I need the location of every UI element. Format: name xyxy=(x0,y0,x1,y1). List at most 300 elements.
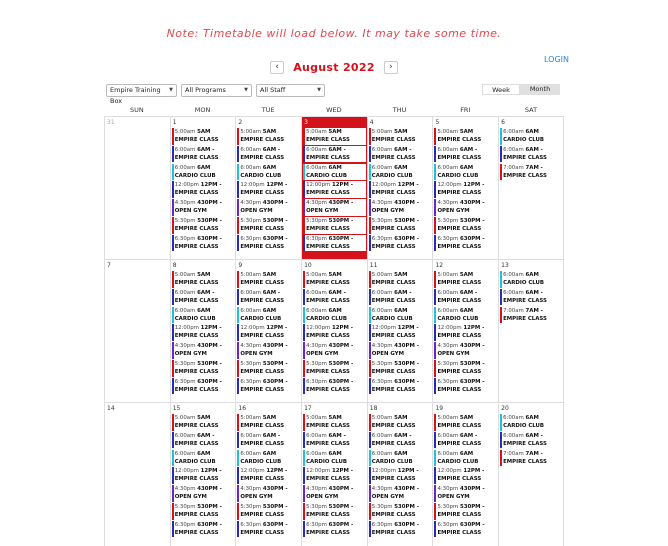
class-event[interactable] xyxy=(172,503,235,520)
event-title: 530PM - EMPIRE CLASS xyxy=(306,503,354,518)
class-event[interactable] xyxy=(500,271,562,288)
class-event[interactable] xyxy=(434,307,497,324)
calendar-day-cell[interactable] xyxy=(498,117,564,260)
class-event[interactable] xyxy=(237,146,300,163)
event-title: 5AM EMPIRE CLASS xyxy=(174,129,219,143)
class-event[interactable] xyxy=(303,146,366,163)
event-time: 6:00am xyxy=(503,146,524,153)
class-event[interactable] xyxy=(172,289,235,306)
class-event[interactable] xyxy=(500,414,562,431)
month-title: August 2022 xyxy=(293,61,375,74)
class-event[interactable] xyxy=(172,485,235,502)
class-event[interactable] xyxy=(172,324,235,341)
event-title: 12PM - EMPIRE CLASS xyxy=(174,325,222,340)
event-time: 5:00am xyxy=(240,272,262,278)
calendar-day-cell[interactable] xyxy=(235,260,301,403)
class-event[interactable] xyxy=(434,217,497,234)
class-event[interactable] xyxy=(434,360,497,377)
day-number: 1 xyxy=(172,119,177,126)
class-event[interactable] xyxy=(237,360,300,377)
event-title: 12PM - EMPIRE CLASS xyxy=(437,325,485,340)
event-title: 530PM - EMPIRE CLASS xyxy=(174,217,222,232)
event-title: 6AM - EMPIRE CLASS xyxy=(306,432,350,447)
class-event[interactable] xyxy=(369,271,432,288)
class-event[interactable] xyxy=(172,432,235,449)
filter-bar xyxy=(106,84,329,105)
day-number: 15 xyxy=(172,405,181,412)
programs-select[interactable] xyxy=(181,84,252,97)
class-event[interactable] xyxy=(369,199,432,216)
class-event[interactable] xyxy=(369,485,432,502)
event-title: 6AM CARDIO CLUB xyxy=(174,307,216,322)
class-event[interactable] xyxy=(237,271,300,288)
class-event[interactable] xyxy=(369,164,432,181)
class-event[interactable] xyxy=(303,324,366,341)
event-time: 6:30pm xyxy=(174,235,196,242)
event-title: 430PM - OPEN GYM xyxy=(306,343,354,358)
class-event[interactable] xyxy=(303,271,366,288)
event-time: 4:30pm xyxy=(174,200,196,207)
event-title: 430PM - OPEN GYM xyxy=(174,343,222,358)
class-event[interactable] xyxy=(369,432,432,449)
event-title: 5AM EMPIRE CLASS xyxy=(371,272,416,286)
class-event[interactable] xyxy=(303,450,366,467)
event-time: 12:00pm xyxy=(306,468,331,475)
class-event[interactable] xyxy=(237,521,300,538)
staff-select[interactable] xyxy=(256,84,325,97)
class-event[interactable] xyxy=(434,450,497,467)
calendar-day-cell[interactable] xyxy=(432,403,498,546)
class-event[interactable] xyxy=(434,128,497,145)
calendar-day-cell[interactable] xyxy=(170,117,236,260)
event-time: 5:00am xyxy=(437,129,459,135)
event-title: 12PM - EMPIRE CLASS xyxy=(240,325,288,340)
event-title: 530PM - EMPIRE CLASS xyxy=(306,360,354,375)
event-title: 530PM - EMPIRE CLASS xyxy=(174,360,222,375)
next-month-button[interactable]: › xyxy=(384,61,398,74)
class-event[interactable] xyxy=(303,521,366,538)
event-title: 5AM EMPIRE CLASS xyxy=(306,415,350,429)
event-title: 6AM CARDIO CLUB xyxy=(503,415,545,429)
class-event[interactable] xyxy=(237,217,300,234)
calendar-day-cell[interactable] xyxy=(367,117,433,260)
class-event[interactable] xyxy=(369,450,432,467)
event-time: 6:30pm xyxy=(437,521,459,528)
calendar-day-cell[interactable] xyxy=(301,260,367,403)
day-number: 9 xyxy=(238,262,243,269)
class-event[interactable] xyxy=(172,128,235,145)
class-event[interactable] xyxy=(434,467,497,484)
class-event[interactable] xyxy=(500,164,562,181)
event-title: 6AM - EMPIRE CLASS xyxy=(437,289,482,304)
class-event[interactable] xyxy=(369,235,432,252)
event-title: 530PM - EMPIRE CLASS xyxy=(371,360,419,375)
day-number: 8 xyxy=(172,262,177,269)
event-title: 6AM CARDIO CLUB xyxy=(437,307,479,322)
event-time: 6:00am xyxy=(174,289,196,296)
class-event[interactable] xyxy=(172,217,235,234)
class-event[interactable] xyxy=(434,324,497,341)
day-number: 20 xyxy=(501,405,509,412)
class-event[interactable] xyxy=(172,199,235,216)
event-title: 6AM CARDIO CLUB xyxy=(306,307,347,322)
class-event[interactable] xyxy=(172,467,235,484)
staff-select-value: All Staff xyxy=(260,86,286,94)
event-time: 12:00pm xyxy=(371,468,396,475)
class-event[interactable] xyxy=(237,378,300,395)
event-title: 12PM - EMPIRE CLASS xyxy=(437,182,485,197)
class-event[interactable] xyxy=(434,503,497,520)
class-event[interactable] xyxy=(303,307,366,324)
event-time: 7:00am xyxy=(503,164,524,171)
class-event[interactable] xyxy=(172,307,235,324)
class-event[interactable] xyxy=(237,450,300,467)
event-time: 5:30pm xyxy=(437,360,459,367)
event-time: 6:00am xyxy=(437,432,459,439)
event-time: 6:00am xyxy=(306,146,327,153)
class-event[interactable] xyxy=(237,199,300,216)
event-time: 6:00am xyxy=(240,307,262,314)
class-event[interactable] xyxy=(369,360,432,377)
class-event[interactable] xyxy=(303,485,366,502)
calendar-day-cell[interactable] xyxy=(104,117,170,260)
event-time: 5:30pm xyxy=(371,360,393,367)
class-event[interactable] xyxy=(303,217,366,234)
event-time: 5:30pm xyxy=(240,360,262,367)
class-event[interactable] xyxy=(237,235,300,252)
event-time: 5:30pm xyxy=(306,217,327,224)
event-title: 12PM - EMPIRE CLASS xyxy=(174,468,222,483)
event-title: 5AM EMPIRE CLASS xyxy=(437,129,482,143)
calendar-day-cell[interactable] xyxy=(104,403,170,546)
calendar-day-cell-today[interactable] xyxy=(301,117,367,260)
class-event[interactable] xyxy=(369,307,432,324)
class-event[interactable] xyxy=(172,146,235,163)
calendar-day-cell[interactable] xyxy=(498,260,564,403)
timetable-note: Note: Timetable will load below. It may take some time. xyxy=(166,27,502,40)
event-time: 6:00am xyxy=(503,129,524,135)
class-event[interactable] xyxy=(434,342,497,359)
event-time: 12:00pm xyxy=(437,182,462,189)
event-title: 7AM - EMPIRE CLASS xyxy=(503,450,547,465)
calendar-day-cell[interactable] xyxy=(170,403,236,546)
class-event[interactable] xyxy=(172,414,235,431)
event-time: 6:00am xyxy=(503,272,524,278)
event-title: 5AM EMPIRE CLASS xyxy=(437,415,482,429)
event-title: 630PM - EMPIRE CLASS xyxy=(371,521,419,536)
calendar-day-cell[interactable] xyxy=(432,260,498,403)
class-event[interactable] xyxy=(172,235,235,252)
week-view-button[interactable]: Week xyxy=(482,84,520,95)
event-time: 5:30pm xyxy=(437,217,459,224)
class-event[interactable] xyxy=(369,467,432,484)
weekday-label: FRI xyxy=(460,106,471,114)
event-time: 6:00am xyxy=(306,289,327,296)
event-time: 5:00am xyxy=(240,415,262,421)
class-event[interactable] xyxy=(369,289,432,306)
event-title: 430PM - OPEN GYM xyxy=(371,343,419,358)
event-title: 630PM - EMPIRE CLASS xyxy=(240,235,288,250)
class-event[interactable] xyxy=(434,485,497,502)
day-number: 4 xyxy=(369,119,374,126)
class-event[interactable] xyxy=(172,450,235,467)
event-title: 430PM - OPEN GYM xyxy=(240,486,288,501)
event-time: 4:30pm xyxy=(371,343,393,350)
class-event[interactable] xyxy=(369,217,432,234)
class-event[interactable] xyxy=(172,181,235,198)
class-event[interactable] xyxy=(303,164,366,181)
class-event[interactable] xyxy=(172,342,235,359)
event-title: 6AM CARDIO CLUB xyxy=(174,164,216,179)
event-time: 4:30pm xyxy=(437,200,459,207)
class-event[interactable] xyxy=(303,503,366,520)
class-event[interactable] xyxy=(500,289,562,306)
event-time: 6:00am xyxy=(174,307,196,314)
event-time: 4:30pm xyxy=(174,343,196,350)
class-event[interactable] xyxy=(237,324,300,341)
event-title: 12PM - EMPIRE CLASS xyxy=(240,468,288,483)
event-title: 430PM - OPEN GYM xyxy=(371,200,419,215)
event-title: 6AM - EMPIRE CLASS xyxy=(306,289,350,304)
class-event[interactable] xyxy=(434,164,497,181)
class-event[interactable] xyxy=(434,414,497,431)
location-select[interactable] xyxy=(106,84,177,105)
day-number: 5 xyxy=(435,119,440,126)
class-event[interactable] xyxy=(369,181,432,198)
day-number: 14 xyxy=(107,405,115,412)
class-event[interactable] xyxy=(237,503,300,520)
class-event[interactable] xyxy=(500,450,562,467)
class-event[interactable] xyxy=(172,521,235,538)
class-event[interactable] xyxy=(172,164,235,181)
calendar-day-cell[interactable] xyxy=(170,260,236,403)
event-time: 4:30pm xyxy=(240,486,262,493)
class-event[interactable] xyxy=(434,181,497,198)
event-time: 5:30pm xyxy=(240,217,262,224)
event-time: 5:00am xyxy=(306,129,327,135)
class-event[interactable] xyxy=(369,521,432,538)
event-title: 6AM - EMPIRE CLASS xyxy=(174,146,219,161)
calendar-day-cell[interactable] xyxy=(301,403,367,546)
class-event[interactable] xyxy=(303,414,366,431)
class-event[interactable] xyxy=(172,360,235,377)
event-time: 4:30pm xyxy=(240,343,262,350)
calendar-day-cell[interactable] xyxy=(235,403,301,546)
month-view-button[interactable]: Month xyxy=(520,84,560,95)
event-time: 12:00pm xyxy=(240,182,265,189)
programs-select-value: All Programs xyxy=(185,86,226,94)
event-title: 430PM - OPEN GYM xyxy=(174,486,222,501)
class-event[interactable] xyxy=(369,146,432,163)
event-time: 5:00am xyxy=(174,272,196,278)
event-title: 430PM - OPEN GYM xyxy=(240,200,288,215)
event-time: 6:00am xyxy=(240,164,262,171)
calendar-day-cell[interactable] xyxy=(104,260,170,403)
event-title: 6AM - EMPIRE CLASS xyxy=(174,432,219,447)
class-event[interactable] xyxy=(303,289,366,306)
event-time: 6:00am xyxy=(240,432,262,439)
event-title: 6AM CARDIO CLUB xyxy=(240,164,282,179)
event-title: 6AM CARDIO CLUB xyxy=(503,129,545,143)
event-time: 6:00am xyxy=(503,415,524,421)
day-number: 12 xyxy=(435,262,444,269)
event-title: 530PM - EMPIRE CLASS xyxy=(306,217,354,232)
event-title: 6AM - EMPIRE CLASS xyxy=(437,432,482,447)
event-time: 6:00am xyxy=(437,450,459,457)
prev-month-button[interactable]: ‹ xyxy=(270,61,284,74)
class-event[interactable] xyxy=(237,128,300,145)
event-time: 6:00am xyxy=(371,289,393,296)
class-event[interactable] xyxy=(369,378,432,395)
class-event[interactable] xyxy=(369,128,432,145)
class-event[interactable] xyxy=(237,485,300,502)
class-event[interactable] xyxy=(303,432,366,449)
event-title: 12PM - EMPIRE CLASS xyxy=(240,182,288,197)
event-time: 5:30pm xyxy=(371,217,393,224)
event-title: 12PM - EMPIRE CLASS xyxy=(371,182,419,197)
event-time: 12:00pm xyxy=(174,182,199,189)
event-time: 5:00am xyxy=(174,415,196,421)
event-time: 6:00am xyxy=(371,164,393,171)
class-event[interactable] xyxy=(237,414,300,431)
event-title: 7AM - EMPIRE CLASS xyxy=(503,307,547,322)
event-title: 6AM CARDIO CLUB xyxy=(371,164,413,179)
event-title: 12PM - EMPIRE CLASS xyxy=(371,325,419,340)
day-number: 19 xyxy=(435,405,444,412)
event-title: 6AM - EMPIRE CLASS xyxy=(371,432,416,447)
calendar-day-cell[interactable] xyxy=(235,117,301,260)
event-title: 630PM - EMPIRE CLASS xyxy=(437,521,485,536)
class-event[interactable] xyxy=(303,378,366,395)
event-time: 5:00am xyxy=(306,272,327,278)
event-title: 630PM - EMPIRE CLASS xyxy=(240,378,288,393)
class-event[interactable] xyxy=(369,414,432,431)
event-time: 12:00pm xyxy=(240,325,265,332)
event-title: 530PM - EMPIRE CLASS xyxy=(437,217,485,232)
class-event[interactable] xyxy=(237,467,300,484)
class-event[interactable] xyxy=(237,307,300,324)
class-event[interactable] xyxy=(303,342,366,359)
event-time: 12:00pm xyxy=(174,325,199,332)
event-time: 5:00am xyxy=(306,415,327,421)
event-title: 630PM - EMPIRE CLASS xyxy=(174,521,222,536)
day-number: 6 xyxy=(501,119,505,126)
event-time: 6:30pm xyxy=(437,378,459,385)
event-time: 6:00am xyxy=(437,307,459,314)
event-title: 6AM CARDIO CLUB xyxy=(240,450,282,465)
event-title: 6AM CARDIO CLUB xyxy=(306,450,347,465)
event-time: 6:30pm xyxy=(240,378,262,385)
event-time: 6:00am xyxy=(371,307,393,314)
class-event[interactable] xyxy=(500,128,562,145)
class-event[interactable] xyxy=(369,324,432,341)
event-title: 430PM - OPEN GYM xyxy=(174,200,222,215)
calendar-day-cell[interactable] xyxy=(498,403,564,546)
event-title: 12PM - EMPIRE CLASS xyxy=(174,182,222,197)
class-event[interactable] xyxy=(172,378,235,395)
class-event[interactable] xyxy=(434,378,497,395)
class-event[interactable] xyxy=(237,289,300,306)
event-time: 6:30pm xyxy=(371,235,393,242)
event-title: 5AM EMPIRE CLASS xyxy=(371,415,416,429)
class-event[interactable] xyxy=(500,307,562,324)
class-event[interactable] xyxy=(369,342,432,359)
event-time: 5:30pm xyxy=(174,503,196,510)
class-event[interactable] xyxy=(303,467,366,484)
class-event[interactable] xyxy=(500,432,562,449)
event-time: 6:00am xyxy=(371,450,393,457)
event-title: 630PM - EMPIRE CLASS xyxy=(174,235,222,250)
event-time: 6:00am xyxy=(306,450,327,457)
event-title: 5AM EMPIRE CLASS xyxy=(174,272,219,286)
class-event[interactable] xyxy=(237,342,300,359)
class-event[interactable] xyxy=(303,199,366,216)
event-time: 4:30pm xyxy=(306,200,327,207)
class-event[interactable] xyxy=(303,235,366,252)
event-title: 630PM - EMPIRE CLASS xyxy=(306,521,354,536)
event-time: 4:30pm xyxy=(371,486,393,493)
event-title: 6AM - EMPIRE CLASS xyxy=(240,289,285,304)
event-title: 6AM - EMPIRE CLASS xyxy=(174,289,219,304)
event-time: 4:30pm xyxy=(174,486,196,493)
event-time: 6:00am xyxy=(306,307,327,314)
event-title: 6AM CARDIO CLUB xyxy=(437,450,479,465)
class-event[interactable] xyxy=(434,199,497,216)
event-title: 430PM - OPEN GYM xyxy=(306,486,354,501)
class-event[interactable] xyxy=(434,271,497,288)
class-event[interactable] xyxy=(172,271,235,288)
class-event[interactable] xyxy=(303,128,366,145)
class-event[interactable] xyxy=(434,521,497,538)
class-event[interactable] xyxy=(434,432,497,449)
event-title: 430PM - OPEN GYM xyxy=(437,486,485,501)
view-toggle xyxy=(482,84,560,95)
class-event[interactable] xyxy=(434,289,497,306)
event-time: 4:30pm xyxy=(306,343,327,350)
event-title: 630PM - EMPIRE CLASS xyxy=(240,521,288,536)
event-time: 5:00am xyxy=(371,415,393,421)
event-time: 4:30pm xyxy=(240,200,262,207)
class-event[interactable] xyxy=(303,181,366,198)
event-time: 12:00pm xyxy=(240,468,265,475)
class-event[interactable] xyxy=(500,146,562,163)
event-time: 6:00am xyxy=(240,289,262,296)
calendar-day-cell[interactable] xyxy=(432,117,498,260)
calendar-week-row xyxy=(104,116,564,259)
class-event[interactable] xyxy=(369,503,432,520)
event-title: 6AM - EMPIRE CLASS xyxy=(437,146,482,161)
login-link[interactable]: LOGIN xyxy=(544,55,570,64)
class-event[interactable] xyxy=(237,432,300,449)
calendar-day-cell[interactable] xyxy=(367,260,433,403)
event-title: 430PM - OPEN GYM xyxy=(371,486,419,501)
class-event[interactable] xyxy=(237,181,300,198)
calendar-day-cell[interactable] xyxy=(367,403,433,546)
calendar-week-row xyxy=(104,259,564,402)
event-time: 6:00am xyxy=(306,432,327,439)
event-time: 12:00pm xyxy=(437,468,462,475)
event-title: 6AM - EMPIRE CLASS xyxy=(240,432,285,447)
class-event[interactable] xyxy=(303,360,366,377)
class-event[interactable] xyxy=(434,146,497,163)
month-navigation xyxy=(0,61,668,74)
weekday-label: MON xyxy=(194,106,211,114)
event-title: 5AM EMPIRE CLASS xyxy=(306,129,350,143)
event-title: 630PM - EMPIRE CLASS xyxy=(306,378,354,393)
class-event[interactable] xyxy=(237,164,300,181)
event-time: 6:00am xyxy=(437,146,459,153)
class-event[interactable] xyxy=(434,235,497,252)
